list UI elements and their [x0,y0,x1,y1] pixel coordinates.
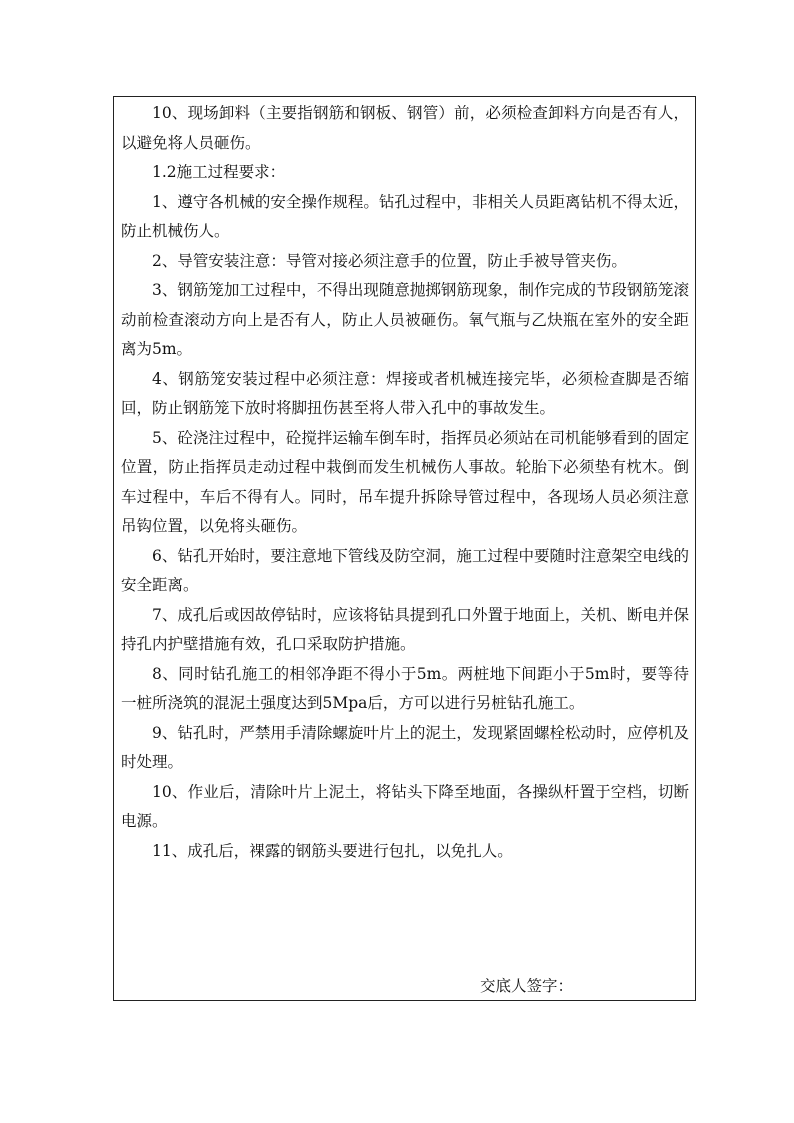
paragraph-item-9: 9、钻孔时，严禁用手清除螺旋叶片上的泥土，发现紧固螺栓松动时，应停机及时处理。 [121,723,689,771]
paragraph-item-6: 6、钻孔开始时，要注意地下管线及防空洞，施工过程中要随时注意架空电线的安全距离。 [121,546,689,594]
paragraph-item-1: 1、遵守各机械的安全操作规程。钻孔过程中，非相关人员距离钻机不得太近，防止机械伤人。 [121,192,689,240]
section-heading: 1.2施工过程要求： [152,163,286,181]
paragraph-item-4: 4、钢筋笼安装过程中必须注意：焊接或者机械连接完毕，必须检查脚是否缩回，防止钢筋笼下放时将脚扭伤甚至将人带入孔中的事故发生。 [121,369,689,417]
paragraph-unloading: 10、现场卸料（主要指钢筋和钢板、钢管）前，必须检查卸料方向是否有人，以避免将人员砸伤。 [121,104,689,152]
paragraph-item-8: 8、同时钻孔施工的相邻净距不得小于5m。两桩地下间距小于5m时，要等待一桩所浇筑的混泥土强度达到5Mpa后，方可以进行另桩钻孔施工。 [121,664,689,712]
signature-label: 交底人签字： [480,977,574,995]
paragraph-item-11: 11、成孔后，裸露的钢筋头要进行包扎，以免扎人。 [152,841,513,860]
document-body [121,99,689,866]
paragraph-item-7: 7、成孔后或因故停钻时，应该将钻具提到孔口外置于地面上，关机、断电并保持孔内护壁措施有效，孔口采取防护措施。 [121,605,689,653]
paragraph-item-5: 5、砼浇注过程中，砼搅拌运输车倒车时，指挥员必须站在司机能够看到的固定位置，防止指挥员走动过程中栽倒而发生机械伤人事故。轮胎下必须垫有枕木。倒车过程中，车后不得有人。同时，吊车提升拆除导管过程中，各现场人员必须注意吊钩位置，以免将头砸伤。 [121,428,689,535]
paragraph-item-2: 2、导管安装注意：导管对接必须注意手的位置，防止手被导管夹伤。 [152,251,627,270]
paragraph-item-3: 3、钢筋笼加工过程中，不得出现随意抛掷钢筋现象，制作完成的节段钢筋笼滚动前检查滚动方向上是否有人，防止人员被砸伤。氧气瓶与乙炔瓶在室外的安全距离为5m。 [121,281,689,358]
paragraph-item-10: 10、作业后，清除叶片上泥土，将钻头下降至地面，各操纵杆置于空档，切断电源。 [121,782,689,830]
